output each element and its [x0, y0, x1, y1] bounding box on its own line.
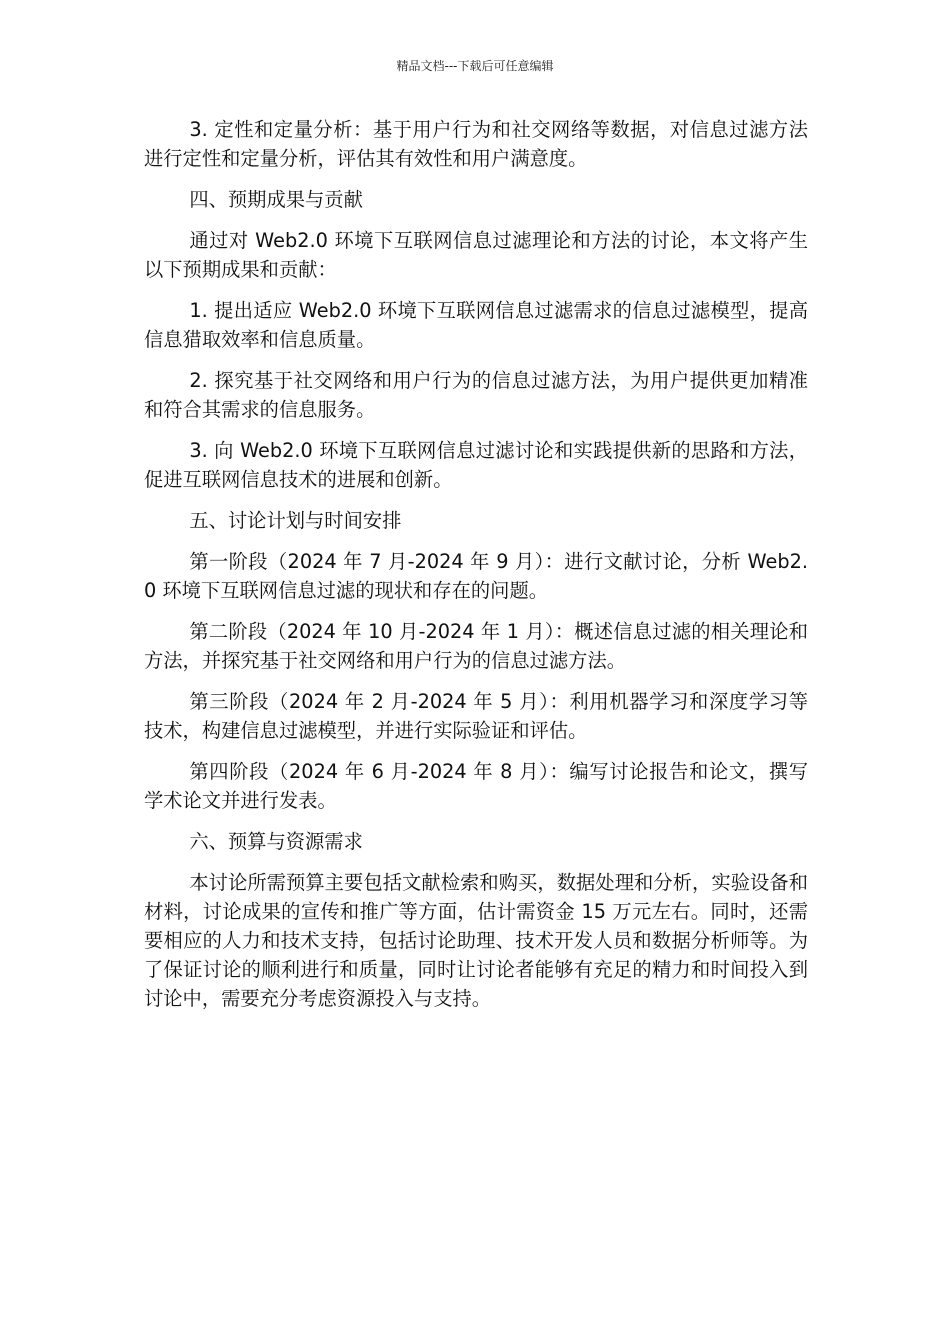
paragraph-phase-2: 第二阶段（2024 年 10 月-2024 年 1 月）：概述信息过滤的相关理论和方法，并探究基于社交网络和用户行为的信息过滤方法。: [144, 620, 808, 672]
paragraph-result-2: 2. 探究基于社交网络和用户行为的信息过滤方法，为用户提供更加精准和符合其需求的信息服务。: [144, 369, 808, 421]
paragraph-analysis-method: 3. 定性和定量分析：基于用户行为和社交网络等数据，对信息过滤方法进行定性和定量分析，评估其有效性和用户满意度。: [144, 118, 808, 170]
paragraph-results-intro: 通过对 Web2.0 环境下互联网信息过滤理论和方法的讨论，本文将产生以下预期成果和贡献：: [144, 229, 808, 281]
paragraph-phase-3: 第三阶段（2024 年 2 月-2024 年 5 月）：利用机器学习和深度学习等技术，构建信息过滤模型，并进行实际验证和评估。: [144, 690, 808, 742]
paragraph-phase-4: 第四阶段（2024 年 6 月-2024 年 8 月）：编写讨论报告和论文，撰写学术论文并进行发表。: [144, 760, 808, 812]
page-header: 精品文档---下载后可任意编辑: [396, 59, 554, 73]
section-heading-expected-results: 四、预期成果与贡献: [189, 188, 363, 211]
paragraph-budget: 本讨论所需预算主要包括文献检索和购买，数据处理和分析，实验设备和材料，讨论成果的宣传和推广等方面，估计需资金 15 万元左右。同时，还需要相应的人力和技术支持，包括讨论助理、技术开发人员和数据分析师等。为了保证讨论的顺利进行和质量，同时让讨论者能够有充足的精力和时间投入到讨论中，需要充分考虑资源投入与支持。: [144, 871, 808, 1010]
paragraph-phase-1: 第一阶段（2024 年 7 月-2024 年 9 月）：进行文献讨论，分析 Web2.0 环境下互联网信息过滤的现状和存在的问题。: [144, 550, 808, 602]
section-heading-schedule: 五、讨论计划与时间安排: [189, 509, 402, 532]
paragraph-result-1: 1. 提出适应 Web2.0 环境下互联网信息过滤需求的信息过滤模型，提高信息猎取效率和信息质量。: [144, 299, 808, 351]
document-body: [144, 115, 808, 1025]
section-heading-budget: 六、预算与资源需求: [189, 830, 363, 853]
paragraph-result-3: 3. 向 Web2.0 环境下互联网信息过滤讨论和实践提供新的思路和方法，促进互联网信息技术的进展和创新。: [144, 439, 808, 491]
